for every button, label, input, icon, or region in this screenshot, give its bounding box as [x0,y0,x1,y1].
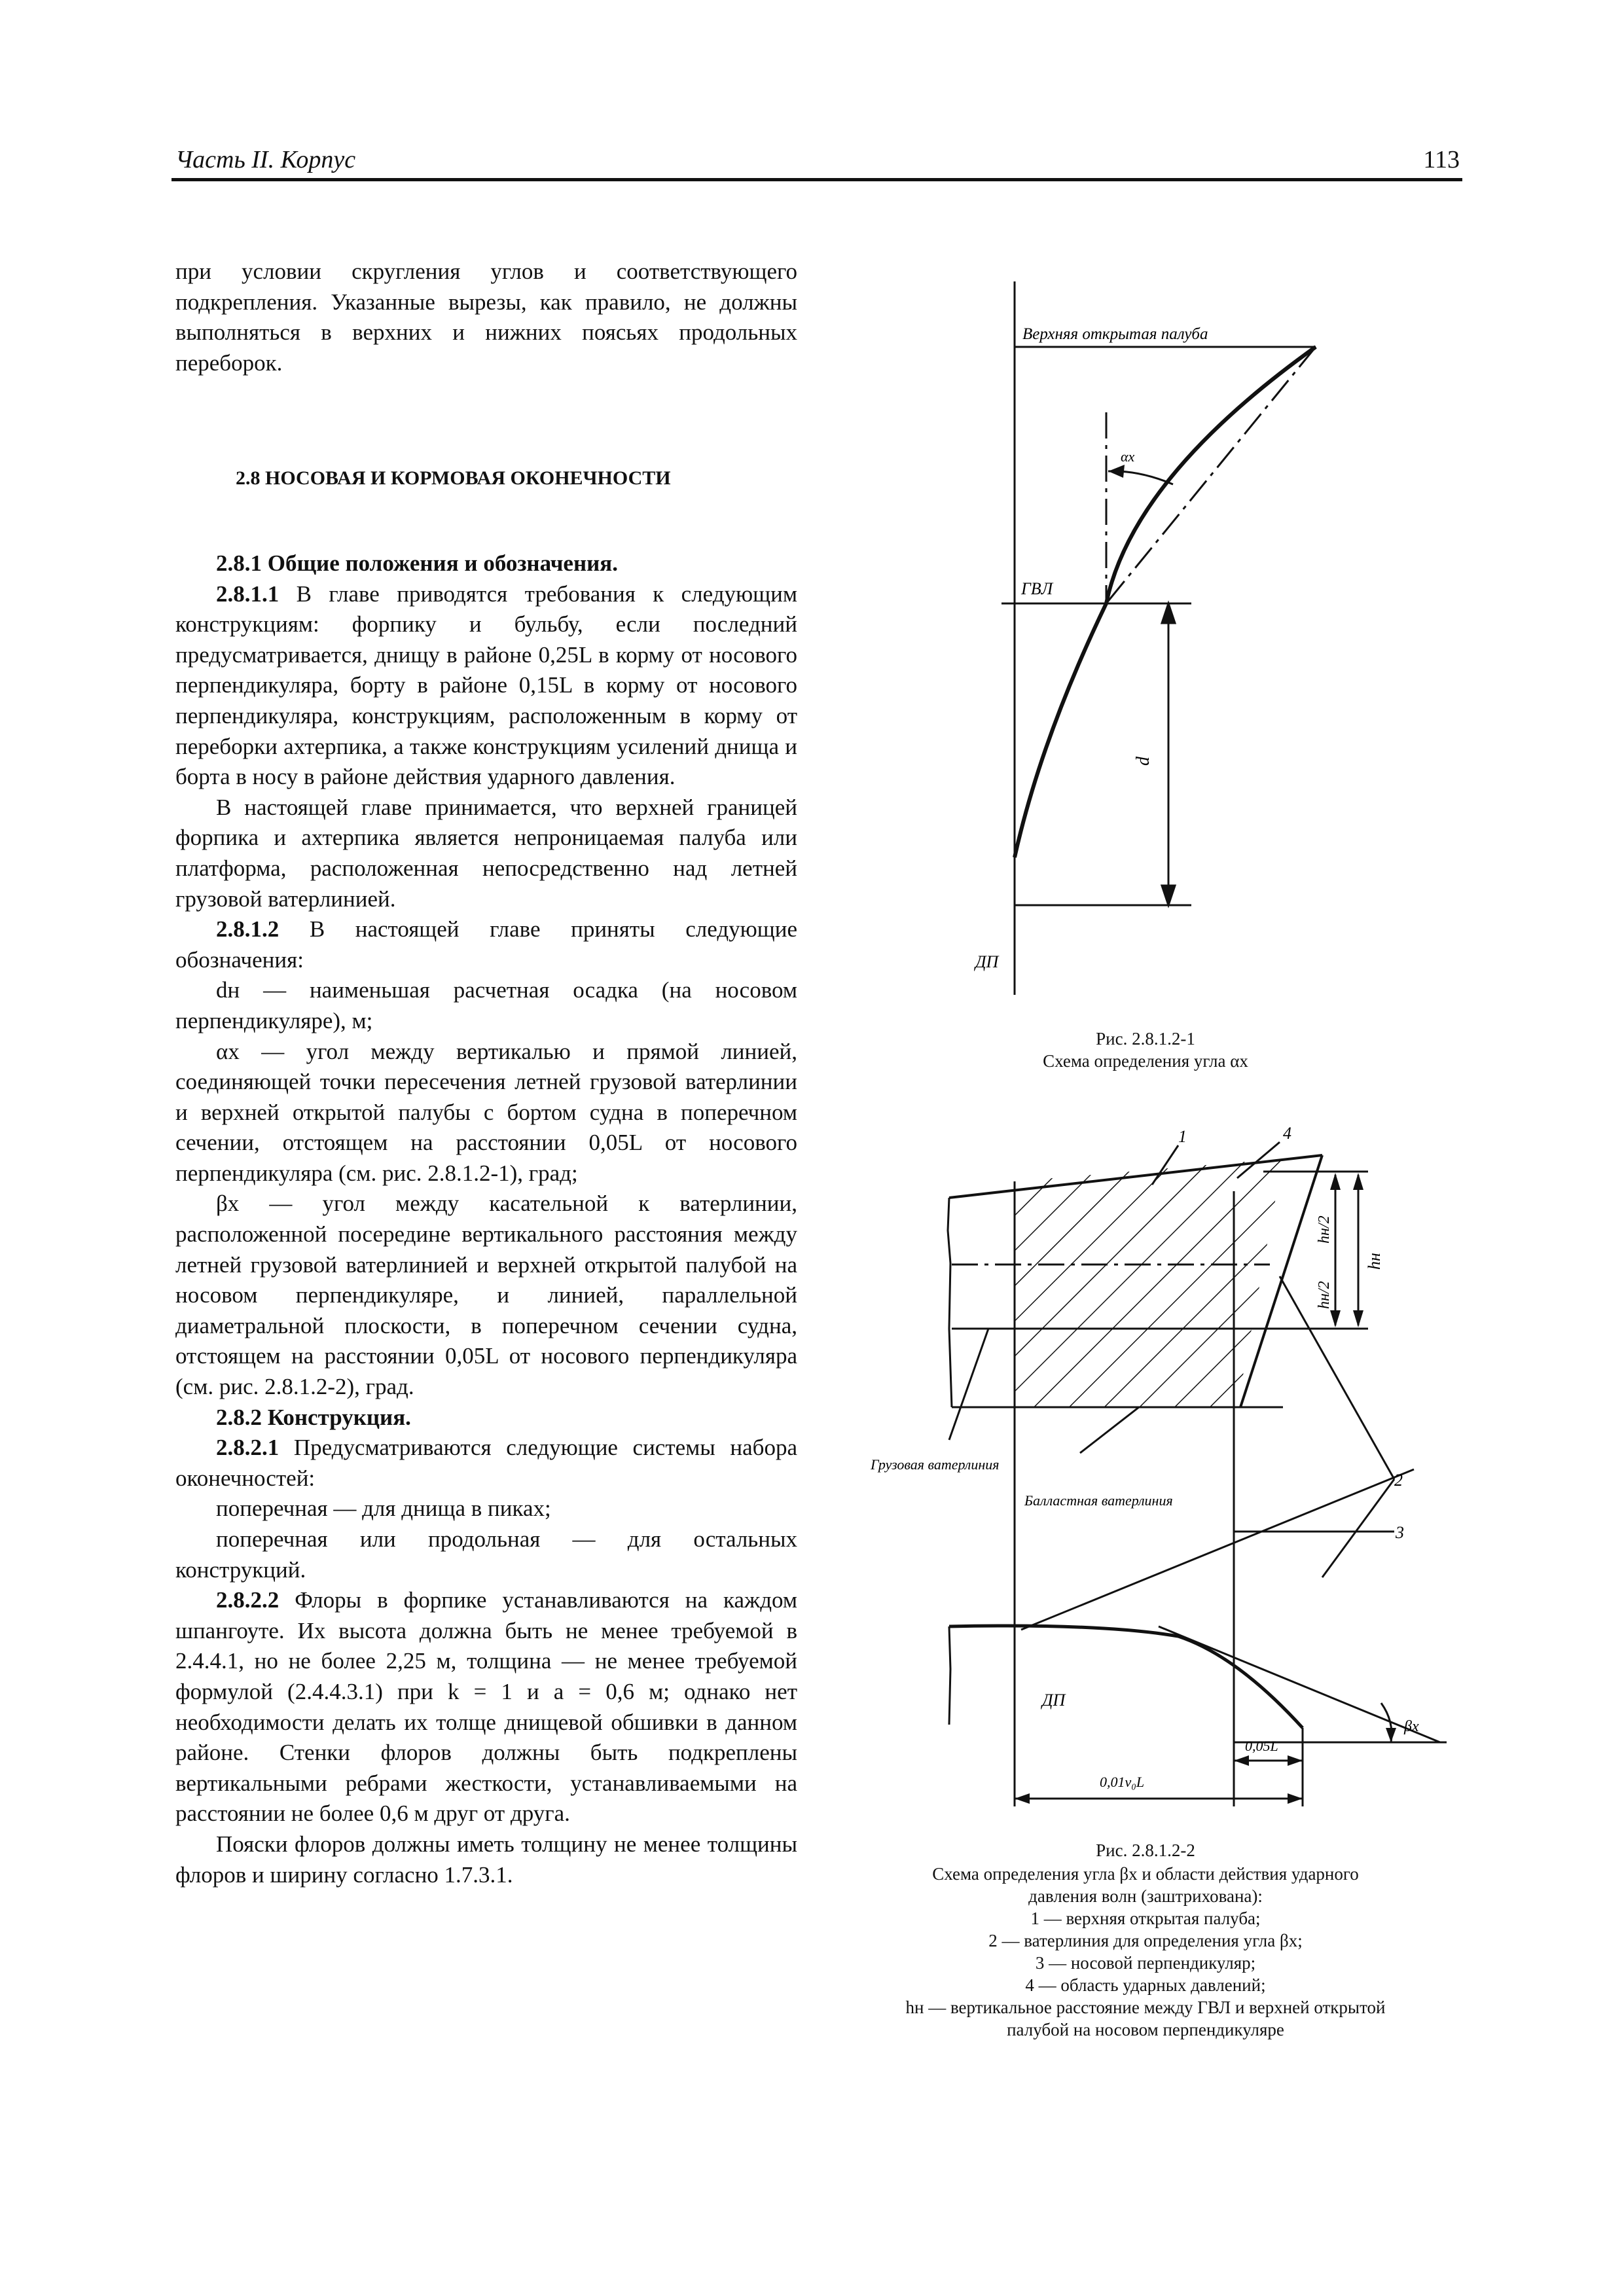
definition-alpha-x: αx — угол между вертикалью и прямой линией, соединяющей точки пересечения летней грузовой ватерлинии и верхней открытой палубы с бортом судна в поперечном сечении, отстоящем на расстоянии 0,05L от носового перпендикуляра (см. рис. 2.8.1.2-1), град; [175,1038,797,1186]
arrow-hn2-bot [1330,1310,1341,1327]
label-cargo-waterline [871,1456,999,1473]
paragraph-2-8-2-1: 2.8.2.1 Предусматриваются следующие системы набора оконечностей: [175,1435,797,1491]
arrow-down [1162,886,1175,905]
label-hn: hн [1365,1253,1384,1270]
arrow-001-left [1015,1793,1030,1804]
leader-cargo-wl [949,1329,988,1440]
caption-line: 3 — носовой перпендикуляр; [1035,1953,1256,1973]
arrow-001-right [1288,1793,1303,1804]
subsection-2-8-2-title: 2.8.2 Конструкция. [216,1404,411,1430]
leader-ballast-wl [1080,1407,1139,1453]
label-gvl: ГВЛ [1021,579,1053,598]
hull-side-curve [1015,347,1316,857]
caption-line: Схема определения угла βx и области действия ударного [932,1864,1359,1884]
label-beta-x: βx [1404,1718,1419,1735]
impact-pressure-area [1015,1158,1283,1407]
subsection-2-8-1-title: 2.8.1 Общие положения и обозначения. [216,550,618,576]
caption-line: hн — вертикальное расстояние между ГВЛ и верхней открытой [905,1998,1386,2017]
label-hn2-bot: hн/2 [1316,1281,1333,1309]
list-item-transverse-or-longitudinal: поперечная или продольная — для остальных конструкций. [175,1526,797,1583]
label-1: 1 [1178,1127,1187,1146]
beta-arrow [1386,1728,1396,1742]
leader-2-lower [1322,1479,1394,1577]
caption-line: палубой на носовом перпендикуляре [1007,2020,1284,2039]
arrow-hn2-top [1330,1173,1341,1190]
label-dp: ДП [975,952,999,971]
label-upper-deck: Верхняя открытая палуба [1022,325,1208,343]
figure-2-caption [838,1863,1453,2041]
label-cargo-waterline-text: Грузовая ватерлиния [871,1456,1000,1473]
caption-line: 4 — область ударных давлений; [1025,1975,1266,1995]
caption-line: 2 — ватерлиния для определения угла βx; [988,1931,1303,1950]
label-dp-2: ДП [1042,1691,1066,1710]
figure-1-caption-number: Рис. 2.8.1.2-1 [1096,1029,1195,1049]
intro-paragraph: при условии скругления углов и соответствующего подкрепления. Указанные вырезы, как правило, не должны выполняться в верхних и нижних поясьях продольных переборок. [175,259,797,376]
waterline-curve [949,1626,1303,1728]
label-4: 4 [1283,1124,1291,1143]
arrow-005L-left [1234,1755,1249,1766]
running-header-part: Часть II. Корпус [175,146,356,173]
paragraph-2-8-1-1: 2.8.1.1 В главе приводятся требования к следующим конструкциям: форпику и бульбу, если последний предусматривается, днищу в районе 0,25L в корму от носового перпендикуляра, борту в районе 0,15L в корму от носового перпендикуляра, конструкциям, расположенным в корму от переборки ахтерпика, а также конструкциям усилений днища и борта в носу в районе действия ударного давления. [175,581,798,790]
caption-line: 1 — верхняя открытая палуба; [1030,1909,1261,1928]
leader-2-upper [1280,1276,1394,1479]
left-break-edge [948,1198,952,1407]
label-alpha-x: αx [1121,448,1135,465]
label-0-01v0L: 0,01v₀L [1100,1774,1145,1790]
figure-alpha-x-diagram [916,262,1375,1014]
arrow-up [1162,603,1175,623]
list-item-transverse: поперечная — для днища в пиках; [216,1496,551,1522]
arrow-hn-bot [1353,1310,1363,1327]
paragraph-flanges: Пояски флоров должны иметь толщину не менее толщины флоров и ширину согласно 1.7.3.1. [175,1831,797,1888]
alpha-arrow [1108,465,1125,478]
chord-line [1106,347,1316,603]
label-3: 3 [1396,1523,1404,1542]
page-number: 113 [1423,146,1460,173]
figure-1-caption-text: Схема определения угла αx [1043,1051,1248,1071]
label-2: 2 [1394,1471,1403,1490]
figure-beta-x-diagram [871,1113,1473,1826]
header-rule [171,178,1462,181]
paragraph-2-8-1-2: 2.8.1.2 В настоящей главе приняты следующие обозначения: [175,916,798,973]
caption-line: давления волн (заштрихована): [1028,1886,1263,1906]
arrow-005L-right [1288,1755,1303,1766]
label-0-05L: 0,05L [1245,1738,1278,1754]
lower-break-edge [949,1626,950,1725]
arrow-hn-top [1353,1173,1363,1190]
paragraph-upper-boundary: В настоящей главе принимается, что верхней границей форпика и ахтерпика является непроницаемая палуба или платформа, расположенная непосредственно над летней грузовой ватерлинией. [175,794,797,912]
figure-2-caption-number: Рис. 2.8.1.2-2 [1096,1840,1195,1860]
label-hn2-top: hн/2 [1316,1215,1333,1244]
definition-beta-x: βx — угол между касательной к ватерлинии, расположенной посередине вертикального расстояния между летней грузовой ватерлинией и верхней открытой палубой на носовом перпендикуляре, и линией, параллельной диаметральной плоскости, в поперечном сечении судна, отстоящем на расстоянии 0,05L от носового перпендикуляра (см. рис. 2.8.1.2-2), град. [175,1191,797,1400]
paragraph-2-8-2-2: 2.8.2.2 Флоры в форпике устанавливаются на каждом шпангоуте. Их высота должна быть не менее требуемой в 2.4.4.1, но не более 2,25 м, толщина — не менее требуемой формулой (2.4.4.3.1) при k = 1 и a = 0,6 м; однако нет необходимости делать их толще днищевой обшивки в данном районе. Стенки флоров должны быть подкреплены вертикальными ребрами жесткости, устанавливаемыми на расстоянии не более 0,6 м друг от друга. [175,1587,797,1827]
label-d: d [1133,757,1153,766]
section-title: 2.8 НОСОВАЯ И КОРМОВАЯ ОКОНЕЧНОСТИ [236,467,671,489]
section-2-8-body [175,548,797,1890]
label-ballast-waterline: Балластная ватерлиния [1024,1492,1173,1509]
definition-dn: dн — наименьшая расчетная осадка (на носовом перпендикуляре), м; [175,977,797,1033]
